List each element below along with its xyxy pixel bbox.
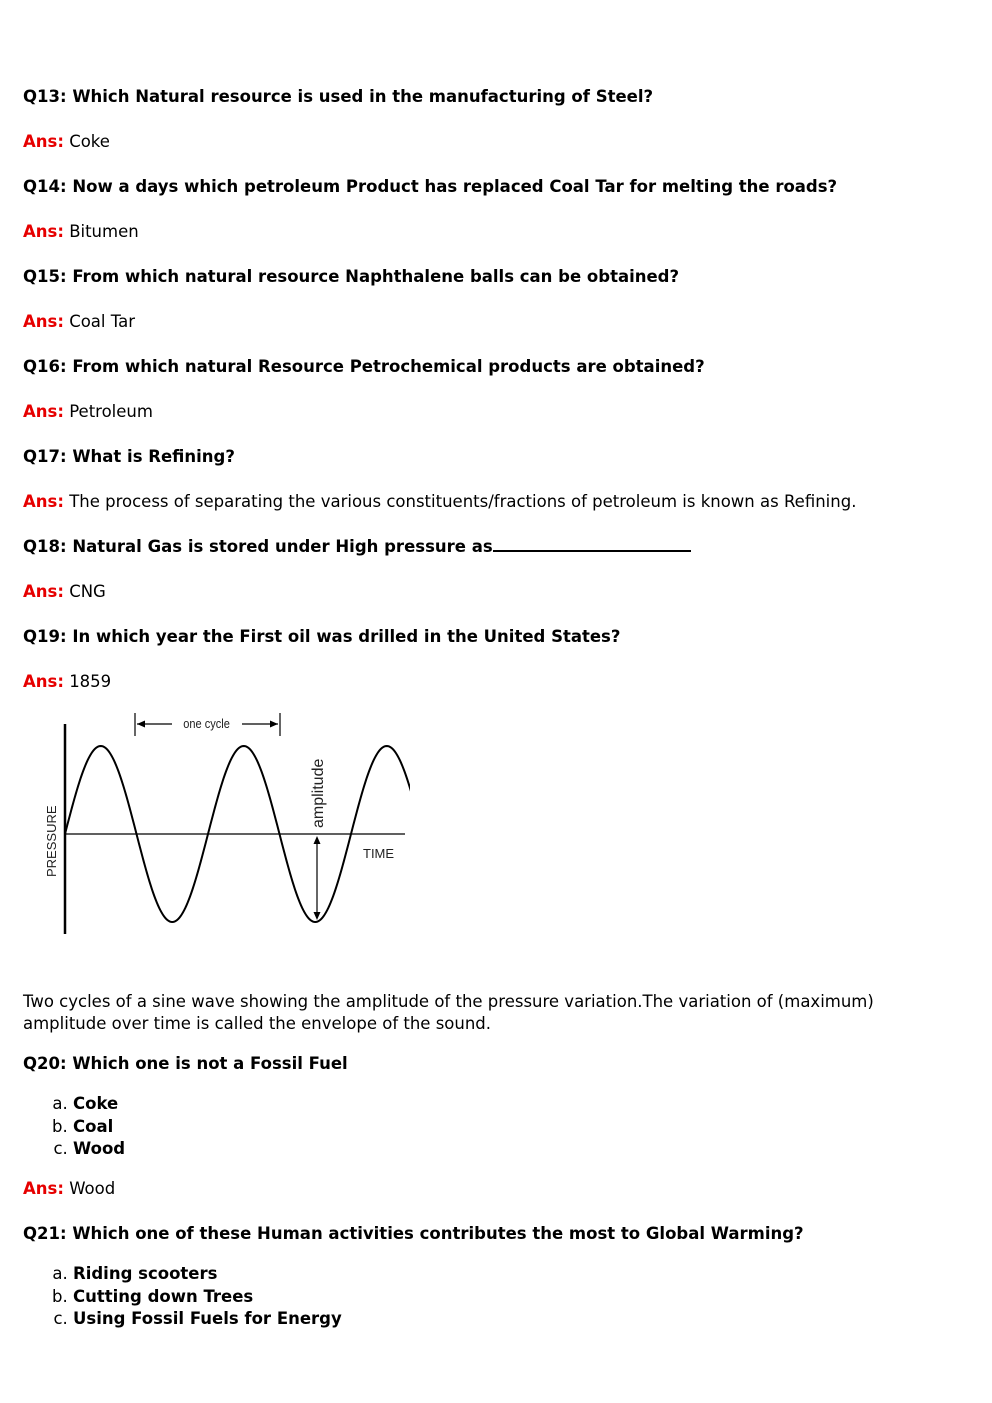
fill-in-blank bbox=[493, 536, 691, 552]
question-text: Q18: Natural Gas is stored under High pressure as bbox=[23, 537, 493, 556]
answer-20 bbox=[23, 1178, 115, 1200]
cycle-arrowhead-right bbox=[270, 721, 278, 728]
question-21: Q21: Which one of these Human activities contributes the most to Global Warming? bbox=[23, 1224, 804, 1243]
option-a: a. Coke bbox=[73, 1093, 125, 1116]
question-14: Q14: Now a days which petroleum Product has replaced Coal Tar for melting the roads? bbox=[23, 177, 838, 196]
answer-text: CNG bbox=[69, 582, 106, 601]
option-c: c. Wood bbox=[73, 1138, 125, 1161]
question-20: Q20: Which one is not a Fossil Fuel bbox=[23, 1054, 348, 1073]
answer-text: The process of separating the various constituents/fractions of petroleum is known as Refining. bbox=[69, 492, 857, 511]
answer-text: Wood bbox=[69, 1179, 116, 1198]
option-b: b. Cutting down Trees bbox=[73, 1286, 342, 1309]
answer-16 bbox=[23, 401, 153, 423]
cycle-arrowhead-left bbox=[137, 721, 145, 728]
answer-text: Bitumen bbox=[69, 222, 139, 241]
answer-17 bbox=[23, 491, 856, 513]
ans-label: Ans: bbox=[23, 672, 64, 691]
cycle-label: one cycle bbox=[183, 716, 230, 732]
sine-wave-diagram bbox=[40, 708, 410, 938]
answer-text: Coal Tar bbox=[69, 312, 135, 331]
ans-label: Ans: bbox=[23, 1179, 64, 1198]
ans-label: Ans: bbox=[23, 222, 64, 241]
amplitude-label: amplitude bbox=[310, 758, 327, 828]
ans-label: Ans: bbox=[23, 492, 64, 511]
question-15: Q15: From which natural resource Naphthalene balls can be obtained? bbox=[23, 267, 680, 286]
pressure-label: PRESSURE bbox=[44, 805, 59, 877]
ans-label: Ans: bbox=[23, 402, 64, 421]
answer-18 bbox=[23, 581, 106, 603]
answer-13 bbox=[23, 131, 110, 153]
diagram-caption: Two cycles of a sine wave showing the amplitude of the pressure variation.The variation of (maximum) amplitude over time is called the envelope of the sound. bbox=[23, 992, 874, 1033]
ans-label: Ans: bbox=[23, 312, 64, 331]
answer-14 bbox=[23, 221, 139, 243]
option-b: b. Coal bbox=[73, 1116, 125, 1139]
answer-text: 1859 bbox=[69, 672, 112, 691]
time-label: TIME bbox=[363, 846, 395, 861]
answer-text: Petroleum bbox=[69, 402, 153, 421]
question-13: Q13: Which Natural resource is used in the manufacturing of Steel? bbox=[23, 87, 654, 106]
question-17: Q17: What is Refining? bbox=[23, 447, 235, 466]
amplitude-arrowhead-top bbox=[314, 836, 321, 844]
question-18 bbox=[23, 536, 691, 558]
option-c: c. Using Fossil Fuels for Energy bbox=[73, 1308, 342, 1331]
amplitude-arrowhead-bottom bbox=[314, 912, 321, 920]
answer-15 bbox=[23, 311, 135, 333]
answer-19 bbox=[23, 671, 111, 693]
answer-text: Coke bbox=[69, 132, 110, 151]
ans-label: Ans: bbox=[23, 132, 64, 151]
question-16: Q16: From which natural Resource Petrochemical products are obtained? bbox=[23, 357, 705, 376]
ans-label: Ans: bbox=[23, 582, 64, 601]
question-20-options bbox=[23, 1093, 125, 1161]
question-19: Q19: In which year the First oil was drilled in the United States? bbox=[23, 627, 621, 646]
question-21-options bbox=[23, 1263, 342, 1331]
option-a: a. Riding scooters bbox=[73, 1263, 342, 1286]
